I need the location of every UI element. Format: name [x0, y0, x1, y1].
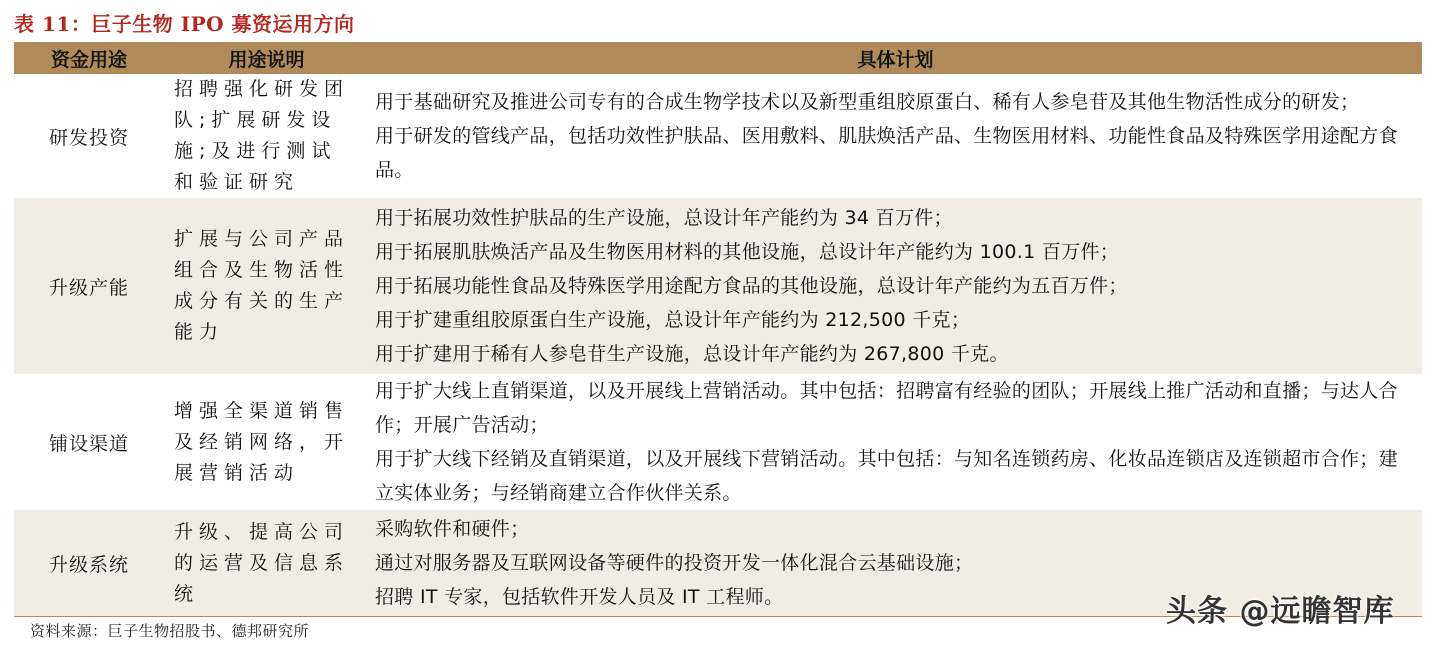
header-use-description: 用途说明	[164, 42, 369, 74]
fund-use-cell: 铺设渠道	[14, 374, 164, 510]
specific-plan-cell	[369, 198, 1422, 374]
use-description-cell: 升级、提高公司的运营及信息系统	[164, 510, 369, 617]
header-specific-plan: 具体计划	[369, 42, 1422, 74]
plan-item: 用于研发的管线产品，包括功效性护肤品、医用敷料、肌肤焕活产品、生物医用材料、功能性食品及特殊医学用途配方食品。	[375, 125, 1398, 181]
plan-item: 用于扩建用于稀有人参皂苷生产设施，总设计年产能约为 267,800 千克。	[375, 343, 1009, 365]
plan-item: 通过对服务器及互联网设备等硬件的投资开发一体化混合云基础设施；	[375, 552, 974, 574]
plan-item: 用于拓展功能性食品及特殊医学用途配方食品的其他设施，总设计年产能约为五百万件；	[375, 275, 1128, 297]
specific-plan-cell	[369, 374, 1422, 510]
table-title: 表 11：巨子生物 IPO 募资运用方向	[14, 12, 355, 36]
source-note: 资料来源：巨子生物招股书、德邦研究所	[30, 622, 310, 640]
ipo-fund-table	[14, 42, 1422, 617]
specific-plan-cell	[369, 74, 1422, 198]
table-row	[14, 374, 1422, 510]
header-fund-use: 资金用途	[14, 42, 164, 74]
plan-item: 用于基础研究及推进公司专有的合成生物学技术以及新型重组胶原蛋白、稀有人参皂苷及其他生物活性成分的研发；	[375, 91, 1360, 113]
use-description-cell: 扩展与公司产品组合及生物活性成分有关的生产能力	[164, 198, 369, 374]
plan-item: 招聘 IT 专家，包括软件开发人员及 IT 工程师。	[375, 586, 784, 608]
fund-use-cell: 升级产能	[14, 198, 164, 374]
table-row	[14, 198, 1422, 374]
plan-item: 用于拓展功效性护肤品的生产设施，总设计年产能约为 34 百万件；	[375, 207, 953, 229]
table-header-row	[14, 42, 1422, 74]
fund-use-cell: 升级系统	[14, 510, 164, 617]
table-row	[14, 74, 1422, 198]
fund-use-cell: 研发投资	[14, 74, 164, 198]
plan-item: 采购软件和硬件；	[375, 518, 530, 540]
plan-item: 用于拓展肌肤焕活产品及生物医用材料的其他设施，总设计年产能约为 100.1 百万件；	[375, 241, 1120, 263]
plan-item: 用于扩建重组胶原蛋白生产设施，总设计年产能约为 212,500 千克；	[375, 309, 971, 331]
use-description-cell: 招聘强化研发团队;扩展研发设施;及进行测试和验证研究	[164, 74, 369, 198]
watermark: 头条 @远瞻智库	[1166, 594, 1395, 629]
use-description-cell: 增强全渠道销售及经销网络，开展营销活动	[164, 374, 369, 510]
plan-item: 用于扩大线下经销及直销渠道，以及开展线下营销活动。其中包括：与知名连锁药房、化妆品连锁店及连锁超市合作；建立实体业务；与经销商建立合作伙伴关系。	[375, 448, 1398, 504]
plan-item: 用于扩大线上直销渠道，以及开展线上营销活动。其中包括：招聘富有经验的团队；开展线上推广活动和直播；与达人合作；开展广告活动；	[375, 380, 1398, 436]
